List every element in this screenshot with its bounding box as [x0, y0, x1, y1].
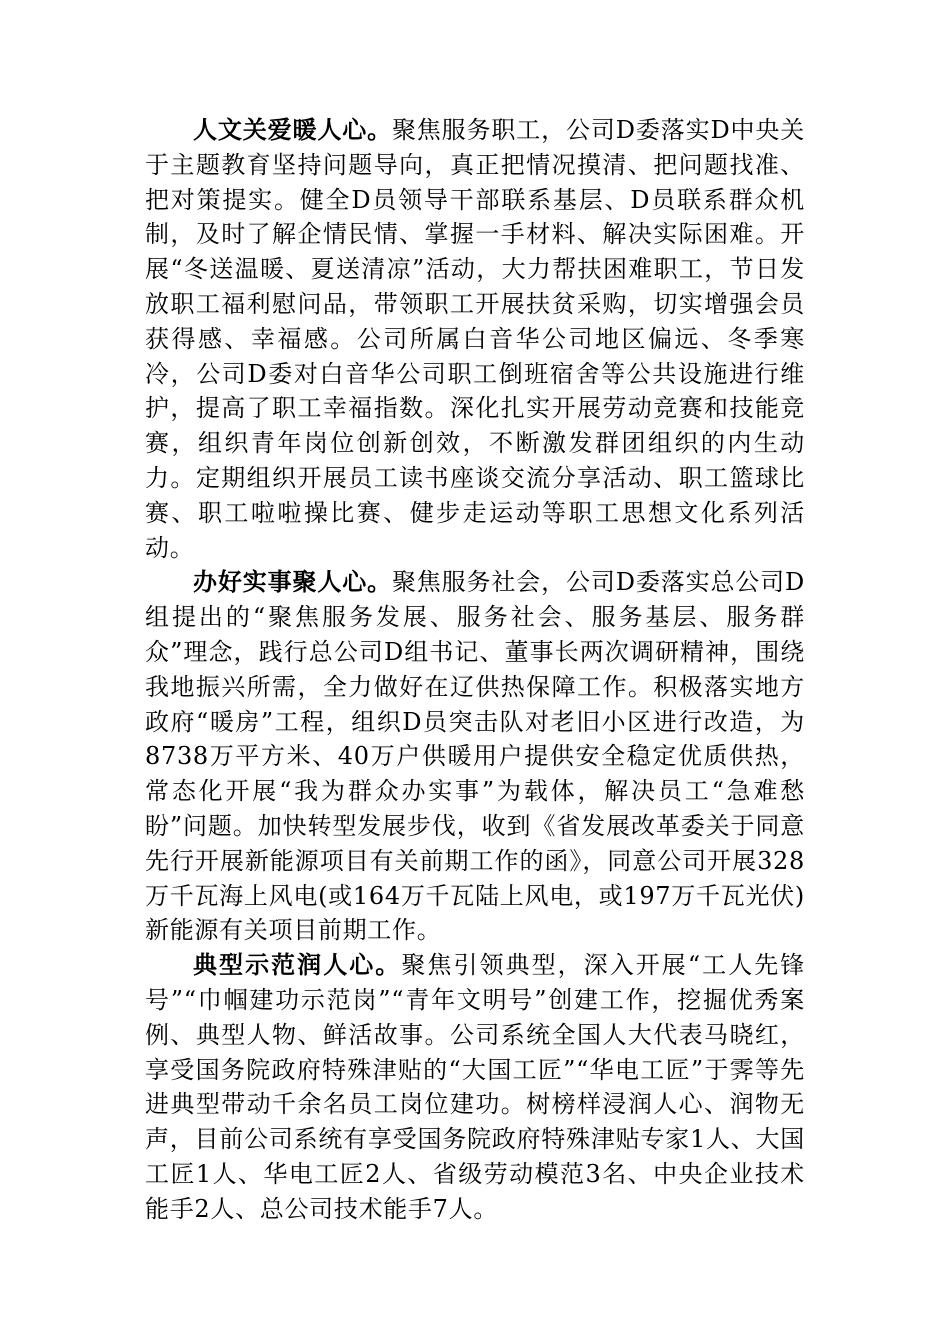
paragraph-humanistic-care [145, 113, 805, 565]
paragraph-heading: 人文关爱暖人心。 [193, 115, 392, 144]
paragraph-practical-deeds [145, 565, 805, 948]
document-body [145, 113, 805, 1227]
paragraph-heading: 办好实事聚人心。 [193, 567, 392, 597]
paragraph-text: 聚焦服务社会，公司D委落实总公司D组提出的“聚焦服务发展、服务社会、服务基层、服务群众”理念，践行总公司D组书记、董事长两次调研精神，围绕我地振兴所需，全力做好在辽供热保障工作。积极落实地方政府“暖房”工程，组织D员突击队对老旧小区进行改造，为8738万平方米、40万户供暖用户提供安全稳定优质供热，常态化开展“我为群众办实事”为载体，解决员工“急难愁盼”问题。加快转型发展步伐，收到《省发展改革委关于同意先行开展新能源项目有关前期工作的函》，同意公司开展328万千瓦海上风电(或164万千瓦陆上风电，或197万千瓦光伏)新能源有关项目前期工作。 [145, 568, 805, 945]
paragraph-text: 聚焦服务职工，公司D委落实D中央关于主题教育坚持问题导向，真正把情况摸清、把问题找准、把对策提实。健全D员领导干部联系基层、D员联系群众机制，及时了解企情民情、掌握一手材料、解决实际困难。开展“冬送温暖、夏送清凉”活动，大力帮扶困难职工，节日发放职工福利慰问品，带领职工开展扶贫采购，切实增强会员获得感、幸福感。公司所属白音华公司地区偏远、冬季寒冷，公司D委对白音华公司职工倒班宿舍等公共设施进行维护，提高了职工幸福指数。深化扎实开展劳动竞赛和技能竞赛，组织青年岗位创新创效，不断激发群团组织的内生动力。定期组织开展员工读书座谈交流分享活动、职工篮球比赛、职工啦啦操比赛、健步走运动等职工思想文化系列活动。 [145, 116, 805, 562]
paragraph-model-examples [145, 948, 805, 1226]
paragraph-text: 聚焦引领典型，深入开展“工人先锋号”“巾帼建功示范岗”“青年文明号”创建工作，挖掘优秀案例、典型人物、鲜活故事。公司系统全国人大代表马晓红，享受国务院政府特殊津贴的“大国工匠”“华电工匠”于霁等先进典型带动千余名员工岗位建功。树榜样浸润人心、润物无声，目前公司系统有享受国务院政府特殊津贴专家1人、大国工匠1人、华电工匠2人、省级劳动模范3名、中央企业技术能手2人、总公司技术能手7人。 [145, 951, 805, 1223]
paragraph-heading: 典型示范润人心。 [193, 950, 402, 980]
